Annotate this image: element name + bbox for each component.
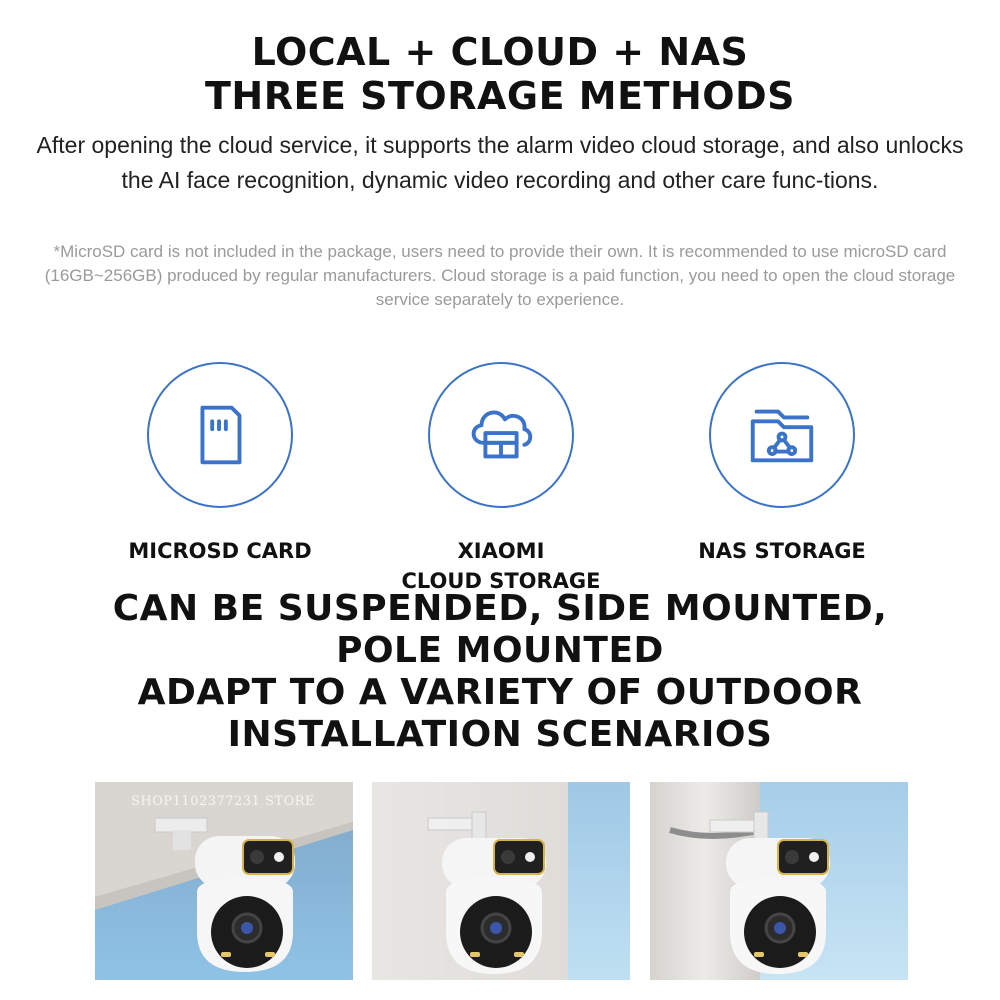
nas-folder-icon bbox=[743, 396, 821, 474]
feature-microsd-label: MICROSD CARD bbox=[128, 539, 312, 563]
microsd-card-icon bbox=[181, 396, 259, 474]
feature-nas-circle bbox=[709, 362, 855, 508]
storage-description: After opening the cloud service, it supports the alarm video cloud storage, and also unlocks the AI face recognition, dynamic video recording and other care func-tions. bbox=[36, 132, 964, 193]
storage-title bbox=[0, 30, 1000, 118]
feature-cloud bbox=[351, 362, 651, 596]
mounting-title-line2: POLE MOUNTED bbox=[336, 630, 664, 671]
feature-microsd-circle bbox=[147, 362, 293, 508]
photo-side-mount bbox=[372, 782, 630, 980]
feature-nas bbox=[632, 362, 932, 566]
mounting-title-line4: INSTALLATION SCENARIOS bbox=[227, 714, 773, 755]
feature-nas-label: NAS STORAGE bbox=[698, 539, 866, 563]
feature-cloud-circle bbox=[428, 362, 574, 508]
photo-suspended-mount bbox=[95, 782, 353, 980]
photo-pole-mount bbox=[650, 782, 908, 980]
mounting-title bbox=[0, 588, 1000, 756]
storage-title-line2: THREE STORAGE METHODS bbox=[205, 74, 795, 118]
feature-cloud-label: XIAOMI CLOUD STORAGE bbox=[401, 539, 601, 593]
storage-note: *MicroSD card is not included in the package, users need to provide their own. It is recommended to use microSD card (16GB~256GB) produced by regular manufacturers. Cloud storage is a paid function, you need to open the cloud storage service separately to experience. bbox=[44, 242, 956, 309]
feature-microsd bbox=[70, 362, 370, 566]
cloud-storage-icon bbox=[462, 396, 540, 474]
storage-title-line1: LOCAL + CLOUD + NAS bbox=[251, 30, 749, 74]
mounting-title-line1: CAN BE SUSPENDED, SIDE MOUNTED, bbox=[112, 588, 888, 629]
mounting-title-line3: ADAPT TO A VARIETY OF OUTDOOR bbox=[137, 672, 863, 713]
photo-watermark: SHOP1102377231 STORE bbox=[131, 794, 316, 809]
